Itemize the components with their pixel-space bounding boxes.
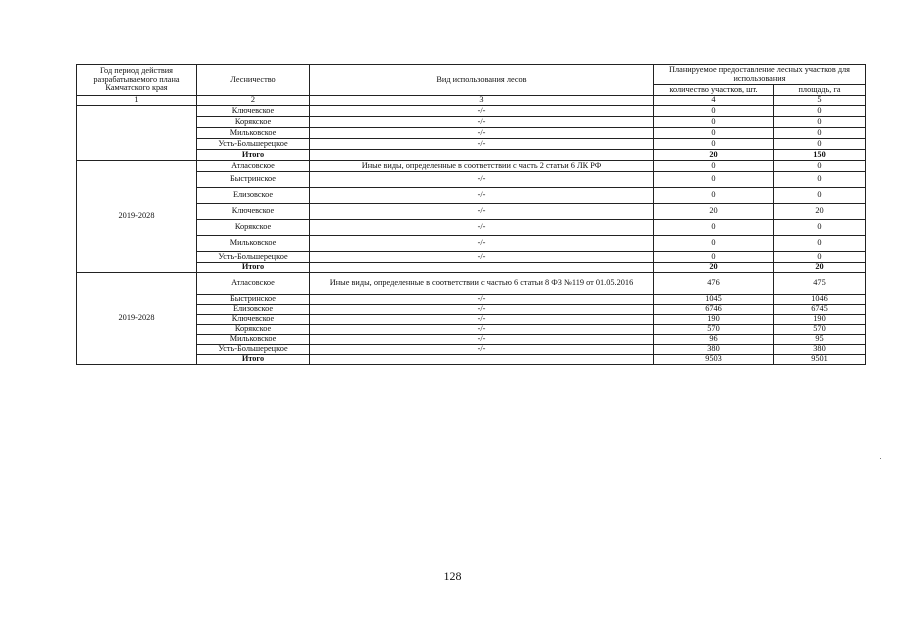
forestry-cell: Корякское — [197, 325, 310, 335]
usage-cell: -/- — [310, 315, 654, 325]
header-period: Год период действия разрабатываемого плана Камчатского края — [77, 65, 197, 96]
total-count: 20 — [654, 263, 774, 273]
area-cell: 6745 — [774, 305, 866, 315]
forestry-cell: Ключевское — [197, 315, 310, 325]
area-cell: 0 — [774, 236, 866, 252]
usage-cell-empty — [310, 150, 654, 161]
count-cell: 0 — [654, 161, 774, 172]
usage-cell: Иные виды, определенные в соответствии с часть 2 статьи 6 ЛК РФ — [310, 161, 654, 172]
col-number: 5 — [774, 96, 866, 106]
usage-cell: -/- — [310, 325, 654, 335]
forestry-cell: Елизовское — [197, 188, 310, 204]
usage-cell: -/- — [310, 128, 654, 139]
col-number: 2 — [197, 96, 310, 106]
count-cell: 0 — [654, 188, 774, 204]
area-cell: 0 — [774, 220, 866, 236]
usage-cell-empty — [310, 355, 654, 365]
usage-cell: -/- — [310, 204, 654, 220]
usage-cell: -/- — [310, 139, 654, 150]
area-cell: 0 — [774, 188, 866, 204]
area-cell: 0 — [774, 128, 866, 139]
forestry-cell: Корякское — [197, 117, 310, 128]
table-row — [77, 273, 866, 295]
area-cell: 190 — [774, 315, 866, 325]
forestry-cell: Усть-Большерецкое — [197, 252, 310, 263]
col-number: 1 — [77, 96, 197, 106]
count-cell: 0 — [654, 252, 774, 263]
forestry-cell: Мильковское — [197, 236, 310, 252]
usage-cell: Иные виды, определенные в соответствии с частью 6 статьи 8 ФЗ №119 от 01.05.2016 — [310, 273, 654, 295]
forestry-cell: Усть-Большерецкое — [197, 139, 310, 150]
total-area: 9501 — [774, 355, 866, 365]
forestry-cell: Усть-Большерецкое — [197, 345, 310, 355]
count-cell: 0 — [654, 117, 774, 128]
usage-cell: -/- — [310, 172, 654, 188]
table-row — [77, 106, 866, 117]
count-cell: 20 — [654, 204, 774, 220]
usage-cell: -/- — [310, 236, 654, 252]
forestry-cell: Атласовское — [197, 161, 310, 172]
total-label: Итого — [197, 150, 310, 161]
col-number: 3 — [310, 96, 654, 106]
area-cell: 0 — [774, 139, 866, 150]
area-cell: 475 — [774, 273, 866, 295]
count-cell: 0 — [654, 139, 774, 150]
count-cell: 380 — [654, 345, 774, 355]
forestry-cell: Быстринское — [197, 172, 310, 188]
area-cell: 380 — [774, 345, 866, 355]
usage-cell: -/- — [310, 252, 654, 263]
header-planned: Планируемое предоставление лесных участков для использования — [654, 65, 866, 85]
count-cell: 570 — [654, 325, 774, 335]
total-label: Итого — [197, 355, 310, 365]
total-label: Итого — [197, 263, 310, 273]
count-cell: 0 — [654, 236, 774, 252]
area-cell: 0 — [774, 161, 866, 172]
count-cell: 0 — [654, 172, 774, 188]
area-cell: 0 — [774, 252, 866, 263]
page-number: 128 — [443, 569, 462, 583]
forestry-cell: Елизовское — [197, 305, 310, 315]
area-cell: 0 — [774, 172, 866, 188]
total-area: 150 — [774, 150, 866, 161]
usage-cell-empty — [310, 263, 654, 273]
area-cell: 1046 — [774, 295, 866, 305]
header-area: площадь, га — [774, 85, 866, 96]
forestry-cell: Ключевское — [197, 106, 310, 117]
forestry-cell: Ключевское — [197, 204, 310, 220]
count-cell: 190 — [654, 315, 774, 325]
count-cell: 476 — [654, 273, 774, 295]
count-cell: 0 — [654, 220, 774, 236]
area-cell: 0 — [774, 106, 866, 117]
column-number-row — [77, 96, 866, 106]
usage-cell: -/- — [310, 220, 654, 236]
total-area: 20 — [774, 263, 866, 273]
forestry-cell: Корякское — [197, 220, 310, 236]
count-cell: 0 — [654, 128, 774, 139]
usage-cell: -/- — [310, 305, 654, 315]
count-cell: 96 — [654, 335, 774, 345]
count-cell: 1045 — [654, 295, 774, 305]
forestry-cell: Атласовское — [197, 273, 310, 295]
group1-period — [77, 106, 197, 161]
area-cell: 570 — [774, 325, 866, 335]
header-count: количество участков, шт. — [654, 85, 774, 96]
area-cell: 95 — [774, 335, 866, 345]
col-number: 4 — [654, 96, 774, 106]
total-count: 20 — [654, 150, 774, 161]
group2-period: 2019-2028 — [77, 161, 197, 273]
usage-cell: -/- — [310, 106, 654, 117]
usage-cell: -/- — [310, 345, 654, 355]
forestry-cell: Мильковское — [197, 128, 310, 139]
forestry-cell: Быстринское — [197, 295, 310, 305]
forest-plots-table — [76, 64, 866, 365]
scan-speck — [880, 458, 881, 459]
header-usage: Вид использования лесов — [310, 65, 654, 96]
total-count: 9503 — [654, 355, 774, 365]
usage-cell: -/- — [310, 295, 654, 305]
count-cell: 6746 — [654, 305, 774, 315]
usage-cell: -/- — [310, 117, 654, 128]
usage-cell: -/- — [310, 335, 654, 345]
area-cell: 20 — [774, 204, 866, 220]
header-forestry: Лесничество — [197, 65, 310, 96]
forestry-cell: Мильковское — [197, 335, 310, 345]
table-header-row — [77, 65, 866, 85]
usage-cell: -/- — [310, 188, 654, 204]
group3-period: 2019-2028 — [77, 273, 197, 365]
table-row — [77, 161, 866, 172]
area-cell: 0 — [774, 117, 866, 128]
count-cell: 0 — [654, 106, 774, 117]
